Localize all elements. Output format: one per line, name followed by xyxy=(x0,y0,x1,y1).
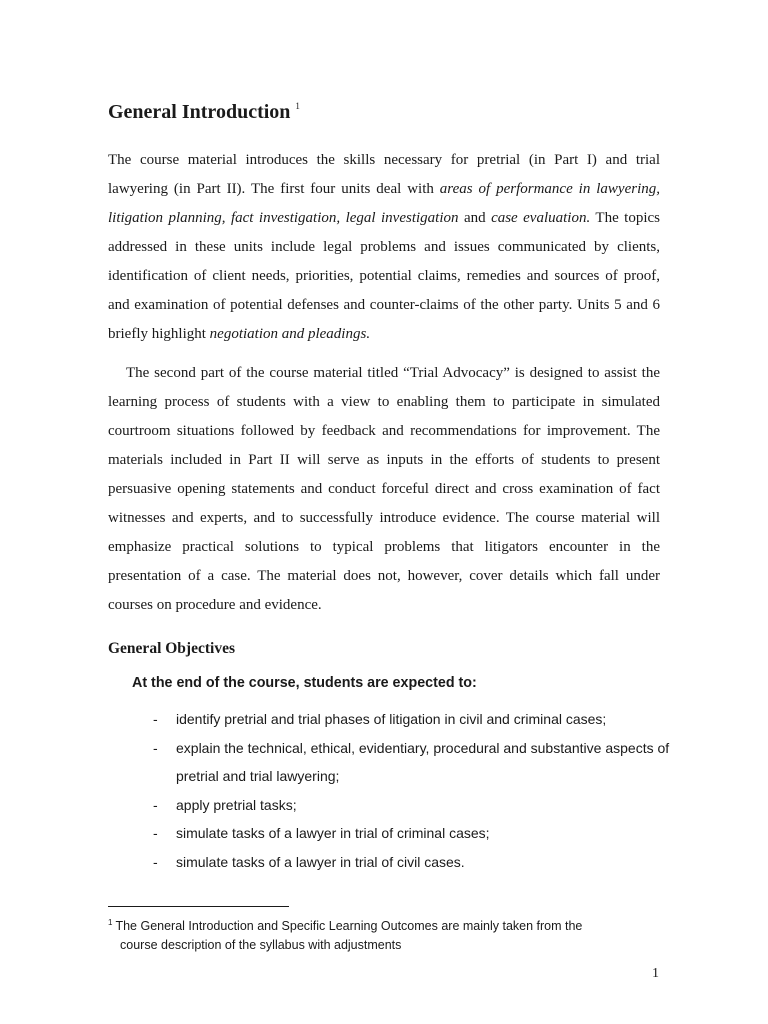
footnote xyxy=(108,913,668,955)
paragraph-emphasis: negotiation and pleadings. xyxy=(209,326,371,342)
page-title-text: General Introduction xyxy=(108,101,291,123)
paragraph-emphasis: case evaluation. xyxy=(491,210,591,226)
footnote-reference[interactable]: 1 xyxy=(295,101,300,111)
bullet-dash: - xyxy=(153,711,158,727)
list-item xyxy=(150,791,670,820)
footnote-line-2: course description of the syllabus with adjustments xyxy=(120,938,402,952)
list-item-text: simulate tasks of a lawyer in trial of civil cases. xyxy=(176,853,465,870)
bullet-dash: - xyxy=(153,825,158,841)
page-title xyxy=(108,101,300,124)
intro-paragraph-1 xyxy=(108,146,660,349)
bullet-dash: - xyxy=(153,796,158,813)
list-item-text: explain the technical, ethical, evidentiary, procedural and substantive aspects of pretrial and trial lawyering; xyxy=(176,739,670,784)
list-item xyxy=(150,819,670,848)
paragraph-text: The topics addressed in these units include legal problems and issues communicated by clients, identification of client needs, priorities, potential claims, remedies and sources of proof, and examination of potential defenses and counter-claims of the other party. Units 5 and 6 briefly highlight xyxy=(108,210,660,342)
objectives-heading: General Objectives xyxy=(108,640,235,657)
paragraph-text: The course material introduces the skills necessary for pretrial (in Part I) and trial lawyering (in Part II). The first four units deal with xyxy=(108,152,660,197)
intro-paragraph-2: The second part of the course material titled “Trial Advocacy” is designed to assist the learning process of students with a view to enabling them to participate in simulated courtroom situations followed by feedback and recommendations for improvement. The materials included in Part II will serve as inputs in the efforts of students to present persuasive opening statements and conduct forceful direct and cross examination of fact witnesses and experts, and to successfully introduce evidence. The course material will emphasize practical solutions to typical problems that litigators encounter in the presentation of a case. The material does not, however, cover details which fall under courses on procedure and evidence. xyxy=(108,365,660,613)
paragraph-emphasis: areas of performance in lawyering, litigation planning, fact investigation, legal investigation xyxy=(108,181,660,226)
list-item xyxy=(150,705,670,734)
bullet-dash: - xyxy=(153,739,158,756)
list-item-text: apply pretrial tasks; xyxy=(176,796,297,813)
footnote-separator xyxy=(108,906,289,907)
footnote-line-1: The General Introduction and Specific Learning Outcomes are mainly taken from the xyxy=(115,919,583,933)
footnote-marker: 1 xyxy=(108,918,113,927)
list-item xyxy=(150,848,670,877)
list-item-text: simulate tasks of a lawyer in trial of criminal cases; xyxy=(176,825,490,841)
objectives-list xyxy=(150,705,670,876)
page-number: 1 xyxy=(652,966,659,981)
list-item xyxy=(150,734,670,791)
paragraph-text: and xyxy=(458,210,492,226)
bullet-dash: - xyxy=(153,853,158,870)
list-item-text: identify pretrial and trial phases of litigation in civil and criminal cases; xyxy=(176,711,607,727)
objectives-lead: At the end of the course, students are expected to: xyxy=(132,675,477,691)
